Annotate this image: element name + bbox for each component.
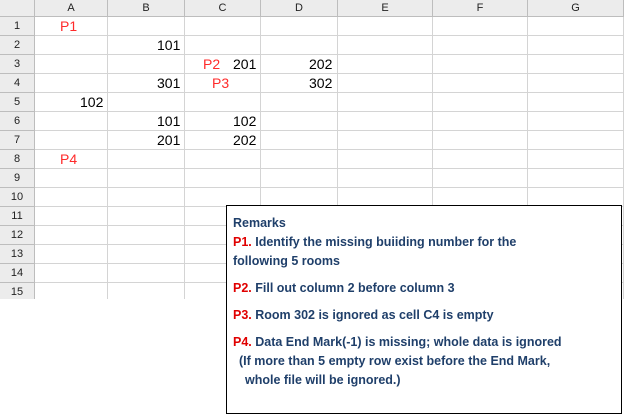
row-header-9[interactable]: 9 [0, 169, 35, 188]
gridline [35, 130, 624, 131]
gridline [35, 187, 624, 188]
remark-p1-tag: P1. [233, 235, 252, 249]
gridline [35, 149, 624, 150]
gridline [107, 17, 108, 299]
remark-p4 [233, 333, 621, 352]
cell-b7[interactable]: 201 [157, 132, 181, 148]
row-header-11[interactable]: 11 [0, 207, 35, 226]
row-header-8[interactable]: 8 [0, 150, 35, 169]
cell-c3-marker: P2 [203, 56, 221, 72]
remark-p4-text: Data End Mark(-1) is missing; whole data is ignored [251, 335, 562, 349]
remark-p1-line2: following 5 rooms [233, 254, 340, 268]
remark-p2-text: Fill out column 2 before column 3 [251, 281, 455, 295]
column-header-e[interactable]: E [338, 0, 433, 17]
remark-p4-tag: P4. [233, 335, 252, 349]
gridline [35, 168, 624, 169]
row-header-10[interactable]: 10 [0, 188, 35, 207]
cell-c4-marker[interactable]: P3 [212, 75, 230, 91]
cell-a5[interactable]: 102 [80, 94, 104, 110]
row-header-15[interactable]: 15 [0, 283, 35, 299]
gridline [184, 17, 185, 299]
remark-p1-text: Identify the missing buiiding number for the [251, 235, 517, 249]
remarks-title: Remarks [233, 216, 286, 230]
select-all-corner[interactable] [0, 0, 35, 17]
row-header-13[interactable]: 13 [0, 245, 35, 264]
column-header-d[interactable]: D [261, 0, 338, 17]
row-header-12[interactable]: 12 [0, 226, 35, 245]
column-header-g[interactable]: G [528, 0, 624, 17]
row-header-5[interactable]: 5 [0, 93, 35, 112]
remark-p4-note-line1: (If more than 5 empty row exist before the End Mark, [239, 354, 551, 368]
remark-p2-tag: P2. [233, 281, 252, 295]
gridline [35, 35, 624, 36]
cell-d4[interactable]: 302 [309, 75, 333, 91]
remarks-box [226, 205, 622, 414]
column-header-b[interactable]: B [108, 0, 185, 17]
remark-p3 [233, 306, 621, 325]
cell-b4[interactable]: 301 [157, 75, 181, 91]
row-header-14[interactable]: 14 [0, 264, 35, 283]
cell-c7[interactable]: 202 [233, 132, 257, 148]
row-header-2[interactable]: 2 [0, 36, 35, 55]
remark-p1-line1 [233, 233, 621, 252]
cell-b6[interactable]: 101 [157, 113, 181, 129]
cell-c3[interactable]: 201 [233, 56, 257, 72]
row-header-3[interactable]: 3 [0, 55, 35, 74]
cell-b2[interactable]: 101 [157, 37, 181, 53]
cell-a1-marker[interactable]: P1 [60, 18, 78, 34]
remark-p3-text: Room 302 is ignored as cell C4 is empty [251, 308, 494, 322]
remark-p2 [233, 279, 621, 298]
column-header-c[interactable]: C [185, 0, 261, 17]
cell-a8-marker[interactable]: P4 [60, 151, 78, 167]
row-header-7[interactable]: 7 [0, 131, 35, 150]
cell-d3[interactable]: 202 [309, 56, 333, 72]
column-header-f[interactable]: F [433, 0, 528, 17]
row-header-4[interactable]: 4 [0, 74, 35, 93]
remark-p4-note-line2: whole file will be ignored.) [245, 373, 401, 387]
column-header-a[interactable]: A [35, 0, 108, 17]
remark-p3-tag: P3. [233, 308, 252, 322]
row-header-1[interactable]: 1 [0, 17, 35, 36]
row-header-6[interactable]: 6 [0, 112, 35, 131]
cell-c6[interactable]: 102 [233, 113, 257, 129]
gridline [35, 111, 624, 112]
